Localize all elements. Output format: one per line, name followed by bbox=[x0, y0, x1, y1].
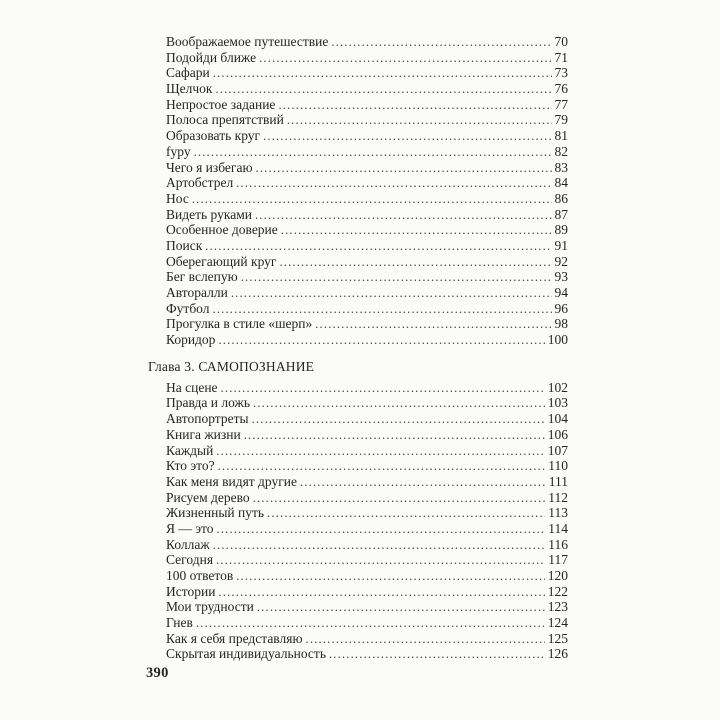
toc-leader-dots bbox=[221, 380, 545, 397]
toc-leader-dots bbox=[231, 285, 552, 302]
toc-entry bbox=[166, 505, 568, 521]
toc-entry bbox=[166, 81, 568, 97]
toc-entry-page: 98 bbox=[554, 316, 568, 332]
toc-leader-dots bbox=[306, 631, 545, 648]
toc-entry-title: Авторалли bbox=[166, 285, 228, 300]
toc-entry bbox=[166, 380, 568, 396]
toc-leader-dots bbox=[252, 411, 545, 428]
toc-entry bbox=[166, 552, 568, 568]
toc-entry-page: 77 bbox=[554, 96, 568, 112]
toc-entry-page: 71 bbox=[554, 49, 568, 65]
toc-entry-title: Мои трудности bbox=[166, 599, 254, 615]
toc-entry bbox=[166, 301, 568, 317]
toc-leader-dots bbox=[315, 316, 551, 333]
toc-entry bbox=[166, 144, 568, 160]
toc-entry bbox=[166, 568, 568, 584]
toc-entry bbox=[166, 474, 568, 490]
toc-entry-page: 117 bbox=[548, 552, 568, 568]
toc-entry-title: Подойди ближе bbox=[166, 49, 257, 65]
toc-leader-dots bbox=[236, 568, 545, 585]
toc-entry bbox=[166, 191, 568, 207]
toc-entry-page: 73 bbox=[554, 65, 568, 81]
toc-entry bbox=[166, 160, 568, 176]
toc-entry-title: Коридор bbox=[166, 332, 216, 348]
toc-entry-page: 70 bbox=[554, 34, 568, 49]
toc-entry-page: 125 bbox=[547, 630, 568, 646]
toc-leader-dots bbox=[241, 269, 552, 286]
toc-entry-title: Автопортреты bbox=[166, 411, 249, 427]
toc-entry bbox=[166, 615, 568, 631]
toc-entry bbox=[166, 395, 568, 411]
toc-entry-page: 113 bbox=[548, 505, 568, 521]
toc-entry-title: Я — это bbox=[166, 520, 214, 536]
chapter-heading: Глава 3. САМОПОЗНАНИЕ bbox=[148, 358, 315, 374]
toc-leader-dots bbox=[279, 254, 551, 271]
toc-entry-page: 122 bbox=[547, 583, 568, 599]
toc-leader-dots bbox=[218, 332, 544, 349]
toc-entry bbox=[166, 269, 568, 285]
toc-entry bbox=[166, 584, 568, 600]
toc-entry bbox=[166, 332, 568, 348]
toc-entry-title: Воображаемое путешествие bbox=[166, 34, 329, 49]
toc-entry-title: Видеть руками bbox=[166, 206, 252, 222]
toc-entry bbox=[166, 631, 568, 647]
toc-entry-page: 103 bbox=[547, 395, 568, 411]
toc-leader-dots bbox=[329, 646, 545, 663]
toc-entry bbox=[166, 458, 568, 474]
toc-entry-title: Сегодня bbox=[166, 552, 214, 568]
toc-leader-dots bbox=[218, 584, 544, 601]
toc-entry-page: 84 bbox=[554, 175, 568, 191]
toc-leader-dots bbox=[216, 552, 545, 569]
toc-entry bbox=[166, 34, 568, 50]
toc-entry bbox=[166, 65, 568, 81]
toc-entry-title: Истории bbox=[166, 583, 216, 599]
toc-entry-page: 102 bbox=[547, 379, 568, 395]
toc-entry bbox=[166, 646, 568, 662]
toc-leader-dots bbox=[205, 238, 551, 255]
toc-entry-title: fуру bbox=[166, 143, 191, 159]
toc-entry-title: Коллаж bbox=[166, 536, 210, 552]
toc-entry bbox=[166, 112, 568, 128]
toc-entry-page: 104 bbox=[547, 411, 568, 427]
toc-leader-dots bbox=[215, 81, 551, 98]
toc-entry-page: 116 bbox=[548, 536, 568, 552]
toc-entry-title: Оберегающий круг bbox=[166, 253, 277, 269]
toc-entry-page: 93 bbox=[554, 269, 568, 285]
toc-entry-page: 89 bbox=[554, 222, 568, 238]
toc-entry-page: 124 bbox=[547, 615, 568, 631]
toc-leader-dots bbox=[213, 65, 552, 82]
toc-entry-page: 94 bbox=[554, 285, 568, 300]
toc-entry bbox=[166, 490, 568, 506]
toc-entry-title: Каждый bbox=[166, 442, 214, 458]
toc-leader-dots bbox=[196, 615, 545, 632]
toc-leader-dots bbox=[213, 537, 546, 554]
toc-entry-title: Кто это? bbox=[166, 458, 215, 474]
toc-entry-title: Книга жизни bbox=[166, 426, 241, 442]
toc-leader-dots bbox=[278, 97, 551, 114]
toc-entry bbox=[166, 238, 568, 254]
toc-leader-dots bbox=[236, 175, 551, 192]
toc-entry bbox=[166, 411, 568, 427]
toc-leader-dots bbox=[253, 490, 546, 507]
toc-entry-title: Непростое задание bbox=[166, 96, 276, 112]
toc-entry-title: Гнев bbox=[166, 615, 193, 631]
toc-leader-dots bbox=[267, 505, 545, 522]
toc-entry bbox=[166, 316, 568, 332]
toc-leader-dots bbox=[257, 599, 545, 616]
toc-entry-title: Чего я избегаю bbox=[166, 159, 253, 175]
toc-entry bbox=[166, 207, 568, 223]
toc-leader-dots bbox=[253, 395, 545, 412]
toc-entry-page: 76 bbox=[554, 81, 568, 97]
toc-leader-dots bbox=[218, 458, 546, 475]
toc-entry-title: Правда и ложь bbox=[166, 395, 250, 411]
toc-leader-dots bbox=[213, 301, 552, 318]
toc-section-chapter3 bbox=[148, 380, 568, 662]
toc-entry-page: 82 bbox=[554, 143, 568, 159]
toc-entry bbox=[166, 521, 568, 537]
toc-entry bbox=[166, 427, 568, 443]
toc-entry-title: Бег вслепую bbox=[166, 269, 238, 285]
toc-entry-title: Прогулка в стиле «шерп» bbox=[166, 316, 313, 332]
page-folio: 390 bbox=[146, 665, 169, 681]
toc-entry-page: 114 bbox=[548, 520, 568, 536]
toc-entry bbox=[166, 254, 568, 270]
toc-entry-title: Рисуем дерево bbox=[166, 489, 250, 505]
toc-entry-page: 123 bbox=[547, 599, 568, 615]
toc-entry-title: Скрытая индивидуальность bbox=[166, 646, 326, 662]
toc-entry bbox=[166, 222, 568, 238]
toc-leader-dots bbox=[217, 521, 546, 538]
toc-entry-title: Как меня видят другие bbox=[166, 473, 297, 489]
toc-leader-dots bbox=[300, 474, 546, 491]
toc-entry bbox=[166, 443, 568, 459]
toc-entry-title: Артобстрел bbox=[166, 175, 234, 191]
toc-entry bbox=[166, 537, 568, 553]
toc-entry-page: 111 bbox=[548, 473, 568, 489]
toc-entry-title: На сцене bbox=[166, 379, 218, 395]
toc-entry-page: 92 bbox=[554, 253, 568, 269]
toc-leader-dots bbox=[192, 191, 552, 208]
toc-entry-page: 96 bbox=[554, 300, 568, 316]
toc-leader-dots bbox=[255, 207, 552, 224]
toc-leader-dots bbox=[216, 443, 544, 460]
toc-entry bbox=[166, 599, 568, 615]
table-of-contents bbox=[148, 34, 568, 662]
toc-entry-title: Поиск bbox=[166, 237, 203, 253]
toc-leader-dots bbox=[244, 427, 545, 444]
toc-leader-dots bbox=[256, 160, 552, 177]
toc-entry-page: 106 bbox=[547, 426, 568, 442]
toc-entry-page: 107 bbox=[547, 442, 568, 458]
toc-leader-dots bbox=[331, 34, 551, 51]
toc-entry bbox=[166, 50, 568, 66]
toc-entry bbox=[166, 175, 568, 191]
toc-leader-dots bbox=[287, 112, 552, 129]
toc-entry-page: 79 bbox=[554, 112, 568, 128]
toc-entry-title: Как я себя представляю bbox=[166, 630, 303, 646]
toc-entry bbox=[166, 285, 568, 301]
toc-entry-title: Особенное доверие bbox=[166, 222, 278, 238]
toc-entry-page: 87 bbox=[554, 206, 568, 222]
toc-entry-page: 81 bbox=[554, 128, 568, 144]
toc-entry-title: Образовать круг bbox=[166, 128, 261, 144]
toc-leader-dots bbox=[263, 128, 551, 145]
toc-leader-dots bbox=[194, 144, 552, 161]
toc-leader-dots bbox=[259, 50, 551, 67]
toc-entry-page: 83 bbox=[554, 159, 568, 175]
toc-entry-page: 126 bbox=[547, 646, 568, 662]
toc-entry-page: 100 bbox=[547, 332, 568, 348]
toc-entry-page: 91 bbox=[554, 237, 568, 253]
toc-entry-title: Жизненный путь bbox=[166, 505, 265, 521]
toc-entry-title: Сафари bbox=[166, 65, 210, 81]
toc-entry-page: 110 bbox=[548, 458, 568, 474]
toc-entry bbox=[166, 128, 568, 144]
toc-entry-page: 86 bbox=[554, 190, 568, 206]
toc-section-chapter2-continued bbox=[148, 34, 568, 348]
toc-entry bbox=[166, 97, 568, 113]
toc-entry-title: Щелчок bbox=[166, 81, 213, 97]
toc-entry-title: 100 ответов bbox=[166, 568, 234, 583]
toc-entry-title: Полоса препятствий bbox=[166, 112, 284, 128]
toc-entry-page: 120 bbox=[547, 568, 568, 583]
toc-entry-title: Футбол bbox=[166, 300, 210, 316]
toc-entry-page: 112 bbox=[548, 489, 568, 505]
toc-leader-dots bbox=[281, 222, 552, 239]
toc-entry-title: Нос bbox=[166, 190, 189, 206]
